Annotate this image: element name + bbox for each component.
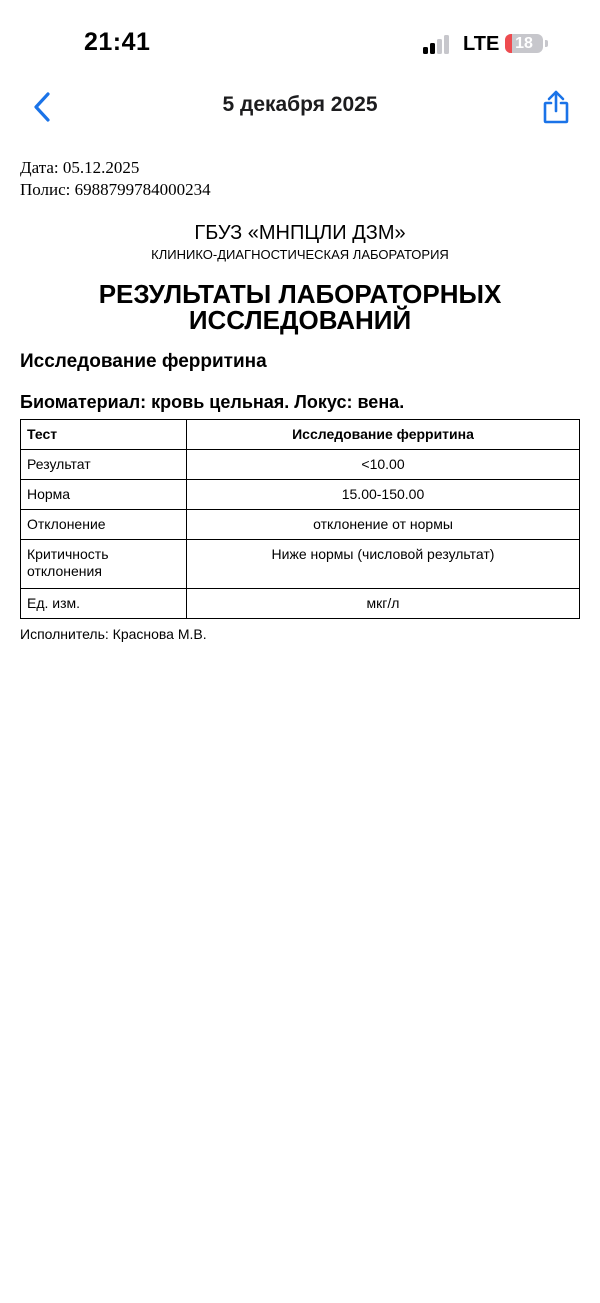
row-label: Отклонение [21, 510, 187, 540]
document-date: Дата: 05.12.2025 [20, 158, 140, 177]
battery-icon [505, 34, 543, 53]
chevron-left-icon [28, 90, 58, 124]
study-name: Исследование ферритина [20, 351, 267, 372]
row-value: отклонение от нормы [187, 510, 580, 540]
row-label: Критичность отклонения [21, 540, 187, 589]
table-row [21, 480, 580, 510]
organization-name: ГБУЗ «МНПЦЛИ ДЗМ» [194, 222, 406, 244]
biomaterial-info: Биоматериал: кровь цельная. Локус: вена. [20, 392, 405, 412]
document-policy: Полис: 6988799784000234 [20, 180, 211, 199]
table-header-cell: Исследование ферритина [187, 420, 580, 450]
executor-name: Исполнитель: Краснова М.В. [20, 626, 207, 642]
page-title: 5 декабря 2025 [222, 93, 378, 116]
share-icon [540, 88, 572, 126]
battery-level: 18 [515, 35, 533, 52]
network-type: LTE [463, 33, 500, 55]
row-label: Норма [21, 480, 187, 510]
row-label: Результат [21, 450, 187, 480]
table-row [21, 510, 580, 540]
signal-icon [423, 34, 455, 54]
share-button[interactable] [540, 88, 572, 126]
row-value: мкг/л [187, 589, 580, 619]
battery-tip [545, 40, 548, 47]
row-value: <10.00 [187, 450, 580, 480]
row-value: Ниже нормы (числовой результат) [187, 540, 580, 589]
table-row [21, 540, 580, 589]
department-name: КЛИНИКО-ДИАГНОСТИЧЕСКАЯ ЛАБОРАТОРИЯ [151, 247, 449, 262]
row-value: 15.00-150.00 [187, 480, 580, 510]
table-header-row [21, 420, 580, 450]
table-row [21, 450, 580, 480]
status-bar [0, 0, 600, 90]
results-table [20, 419, 580, 619]
back-button[interactable] [28, 90, 58, 124]
table-row [21, 589, 580, 619]
status-time: 21:41 [84, 28, 151, 56]
row-label: Ед. изм. [21, 589, 187, 619]
lab-document [20, 157, 580, 642]
table-header-cell: Тест [21, 420, 187, 450]
document-title: РЕЗУЛЬТАТЫ ЛАБОРАТОРНЫХ ИССЛЕДОВАНИЙ [98, 279, 502, 335]
